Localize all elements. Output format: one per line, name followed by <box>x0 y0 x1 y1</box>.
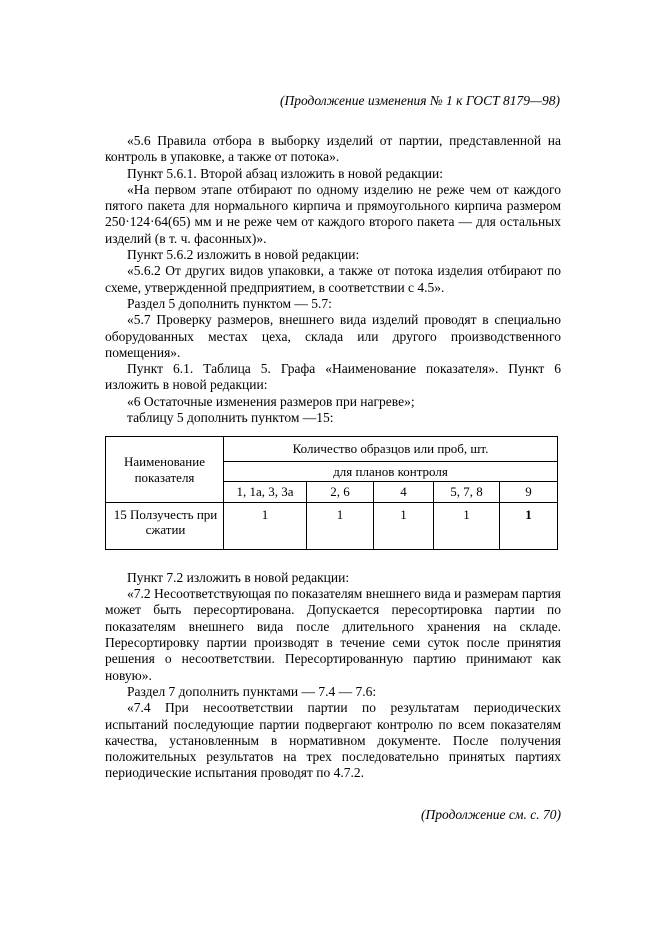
paragraph-section-7-amend: Раздел 7 дополнить пунктами — 7.4 — 7.6: <box>127 683 377 699</box>
paragraph-5-7-text: «5.7 Проверку размеров, внешнего вида изделий проводят в специально оборудованных местах цеха, склада или другого производственного помещения». <box>105 312 561 360</box>
paragraph-7-2-text: «7.2 Несоответствующая по показателям внешнего вида и размерам партия может быть пересортирована. Допускается пересортировка партии по показателям внешнего вида после длительного хранения на складе. Пересортировку партии производят в течение семи суток после принятия решения о несоответствии. Пересортированную партию принимают как новую». <box>105 586 561 683</box>
paragraph-section-5-amend: Раздел 5 дополнить пунктом — 5.7: <box>127 295 332 311</box>
paragraph-table-amend: таблицу 5 дополнить пунктом —15: <box>127 410 334 426</box>
table-cell-value-4: 1 <box>434 502 500 549</box>
table-header-quantity: Количество образцов или проб, шт. <box>224 437 558 462</box>
table-plan-col-4: 5, 7, 8 <box>434 482 500 503</box>
table-cell-value-1: 1 <box>224 502 307 549</box>
paragraph-5-6: «5.6 Правила отбора в выборку изделий от партии, представленной на контроль в упаковке, а также от потока». <box>105 133 561 165</box>
table-header-indicator-name: Наименование показателя <box>106 437 224 503</box>
table-header-control-plans: для планов контроля <box>224 461 558 482</box>
table-cell-indicator-name: 15 Ползучесть при сжатии <box>106 502 224 549</box>
table-plan-col-5: 9 <box>500 482 558 503</box>
paragraph-item-6-1: Пункт 6.1. Таблица 5. Графа «Наименование показателя». Пункт 6 изложить в новой редакции: <box>105 361 561 393</box>
paragraph-item-7-2: Пункт 7.2 изложить в новой редакции: <box>127 569 350 585</box>
table-cell-value-5: 1 <box>500 502 558 549</box>
paragraph-7-4-text: «7.4 При несоответствии партии по результатам периодических испытаний последующие партии подвергают контролю по всем показателям качества, установленным в нормативном документе. После получения положительных результатов на трех последовательно принятых партиях периодические испытания проводят по 4.7.2. <box>105 700 561 781</box>
document-body <box>105 133 561 823</box>
table-cell-value-2: 1 <box>307 502 374 549</box>
paragraph-6-text: «6 Остаточные изменения размеров при нагреве»; <box>127 393 415 409</box>
table-cell-value-3: 1 <box>374 502 434 549</box>
table-plan-col-1: 1, 1а, 3, 3а <box>224 482 307 503</box>
paragraph-5-6-1-text: «На первом этапе отбирают по одному изделию не реже чем от каждого пятого пакета для нормального кирпича и прямоугольного кирпича размером 250·124·64(65) мм и не реже чем от каждого второго пакета — для остальных изделий (в т. ч. фасонных)». <box>105 181 561 246</box>
table-row-creep <box>106 502 558 549</box>
paragraph-5-6-2-text: «5.6.2 От других видов упаковки, а также от потока изделия отбирают по схеме, утвержденной предприятием, в соответствии с 4.5». <box>105 263 561 295</box>
header-note: (Продолжение изменения № 1 к ГОСТ 8179—98) <box>279 93 560 108</box>
table-5 <box>105 436 558 550</box>
paragraph-item-5-6-1: Пункт 5.6.1. Второй абзац изложить в новой редакции: <box>127 165 443 181</box>
table-plan-col-2: 2, 6 <box>307 482 374 503</box>
paragraph-item-5-6-2: Пункт 5.6.2 изложить в новой редакции: <box>127 247 360 263</box>
table-plan-col-3: 4 <box>374 482 434 503</box>
footer-note: (Продолжение см. с. 70) <box>421 806 561 822</box>
table-header-row-1 <box>106 437 558 462</box>
